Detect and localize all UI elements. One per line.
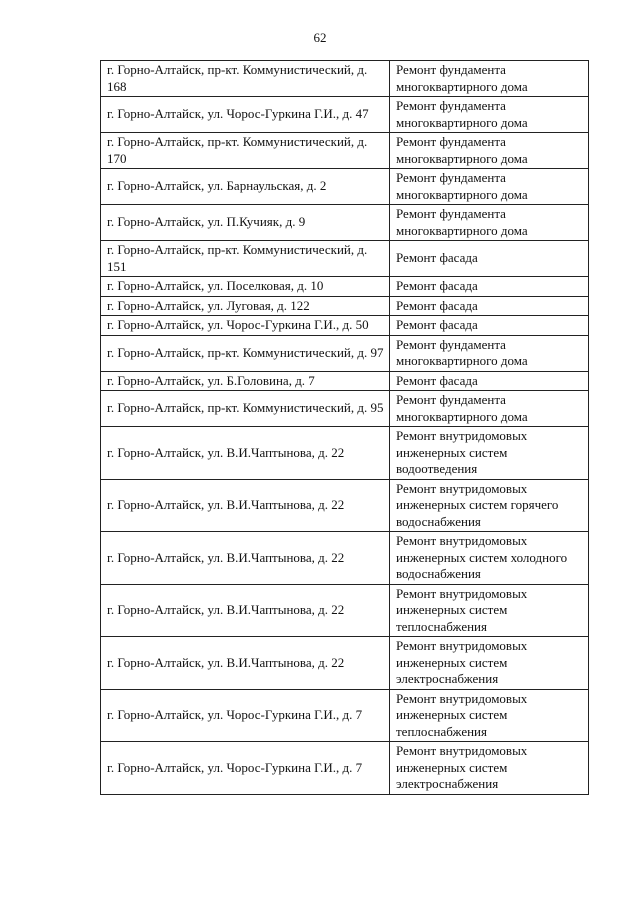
address-cell: г. Горно-Алтайск, ул. П.Кучияк, д. 9 bbox=[101, 205, 390, 241]
table-row bbox=[101, 532, 589, 585]
work-type-cell: Ремонт фундамента многоквартирного дома bbox=[390, 61, 589, 97]
table-row bbox=[101, 241, 589, 277]
address-cell: г. Горно-Алтайск, ул. В.И.Чаптынова, д. 22 bbox=[101, 532, 390, 585]
work-type-cell: Ремонт внутридомовых инженерных систем электроснабжения bbox=[390, 742, 589, 795]
table-row bbox=[101, 427, 589, 480]
address-cell: г. Горно-Алтайск, пр-кт. Коммунистический, д. 168 bbox=[101, 61, 390, 97]
table-row bbox=[101, 169, 589, 205]
table-row bbox=[101, 205, 589, 241]
address-cell: г. Горно-Алтайск, ул. В.И.Чаптынова, д. 22 bbox=[101, 637, 390, 690]
works-table bbox=[100, 60, 589, 795]
address-cell: г. Горно-Алтайск, ул. Чорос-Гуркина Г.И., д. 50 bbox=[101, 316, 390, 336]
table-row bbox=[101, 479, 589, 532]
work-type-cell: Ремонт фасада bbox=[390, 277, 589, 297]
work-type-cell: Ремонт фундамента многоквартирного дома bbox=[390, 169, 589, 205]
work-type-cell: Ремонт фасада bbox=[390, 296, 589, 316]
table-row bbox=[101, 637, 589, 690]
table-row bbox=[101, 584, 589, 637]
address-cell: г. Горно-Алтайск, ул. Чорос-Гуркина Г.И., д. 7 bbox=[101, 742, 390, 795]
table-row bbox=[101, 97, 589, 133]
address-cell: г. Горно-Алтайск, ул. Чорос-Гуркина Г.И., д. 47 bbox=[101, 97, 390, 133]
table-row bbox=[101, 296, 589, 316]
table-row bbox=[101, 316, 589, 336]
works-table-body bbox=[101, 61, 589, 795]
work-type-cell: Ремонт фундамента многоквартирного дома bbox=[390, 133, 589, 169]
address-cell: г. Горно-Алтайск, ул. Барнаульская, д. 2 bbox=[101, 169, 390, 205]
address-cell: г. Горно-Алтайск, ул. Луговая, д. 122 bbox=[101, 296, 390, 316]
address-cell: г. Горно-Алтайск, ул. Чорос-Гуркина Г.И., д. 7 bbox=[101, 689, 390, 742]
work-type-cell: Ремонт фасада bbox=[390, 316, 589, 336]
table-row bbox=[101, 61, 589, 97]
table-row bbox=[101, 371, 589, 391]
table-row bbox=[101, 391, 589, 427]
work-type-cell: Ремонт внутридомовых инженерных систем водоотведения bbox=[390, 427, 589, 480]
table-row bbox=[101, 335, 589, 371]
work-type-cell: Ремонт внутридомовых инженерных систем холодного водоснабжения bbox=[390, 532, 589, 585]
address-cell: г. Горно-Алтайск, ул. В.И.Чаптынова, д. 22 bbox=[101, 584, 390, 637]
work-type-cell: Ремонт фасада bbox=[390, 241, 589, 277]
table-row bbox=[101, 742, 589, 795]
work-type-cell: Ремонт внутридомовых инженерных систем теплоснабжения bbox=[390, 689, 589, 742]
work-type-cell: Ремонт внутридомовых инженерных систем электроснабжения bbox=[390, 637, 589, 690]
work-type-cell: Ремонт фундамента многоквартирного дома bbox=[390, 391, 589, 427]
work-type-cell: Ремонт фундамента многоквартирного дома bbox=[390, 97, 589, 133]
address-cell: г. Горно-Алтайск, пр-кт. Коммунистический, д. 97 bbox=[101, 335, 390, 371]
work-type-cell: Ремонт фундамента многоквартирного дома bbox=[390, 205, 589, 241]
address-cell: г. Горно-Алтайск, ул. Б.Головина, д. 7 bbox=[101, 371, 390, 391]
work-type-cell: Ремонт внутридомовых инженерных систем теплоснабжения bbox=[390, 584, 589, 637]
address-cell: г. Горно-Алтайск, пр-кт. Коммунистический, д. 95 bbox=[101, 391, 390, 427]
address-cell: г. Горно-Алтайск, пр-кт. Коммунистический, д. 170 bbox=[101, 133, 390, 169]
address-cell: г. Горно-Алтайск, ул. В.И.Чаптынова, д. 22 bbox=[101, 479, 390, 532]
work-type-cell: Ремонт фасада bbox=[390, 371, 589, 391]
work-type-cell: Ремонт внутридомовых инженерных систем горячего водоснабжения bbox=[390, 479, 589, 532]
address-cell: г. Горно-Алтайск, ул. Поселковая, д. 10 bbox=[101, 277, 390, 297]
address-cell: г. Горно-Алтайск, пр-кт. Коммунистический, д. 151 bbox=[101, 241, 390, 277]
address-cell: г. Горно-Алтайск, ул. В.И.Чаптынова, д. 22 bbox=[101, 427, 390, 480]
table-row bbox=[101, 133, 589, 169]
table-row bbox=[101, 689, 589, 742]
work-type-cell: Ремонт фундамента многоквартирного дома bbox=[390, 335, 589, 371]
table-row bbox=[101, 277, 589, 297]
page-number: 62 bbox=[313, 30, 327, 45]
